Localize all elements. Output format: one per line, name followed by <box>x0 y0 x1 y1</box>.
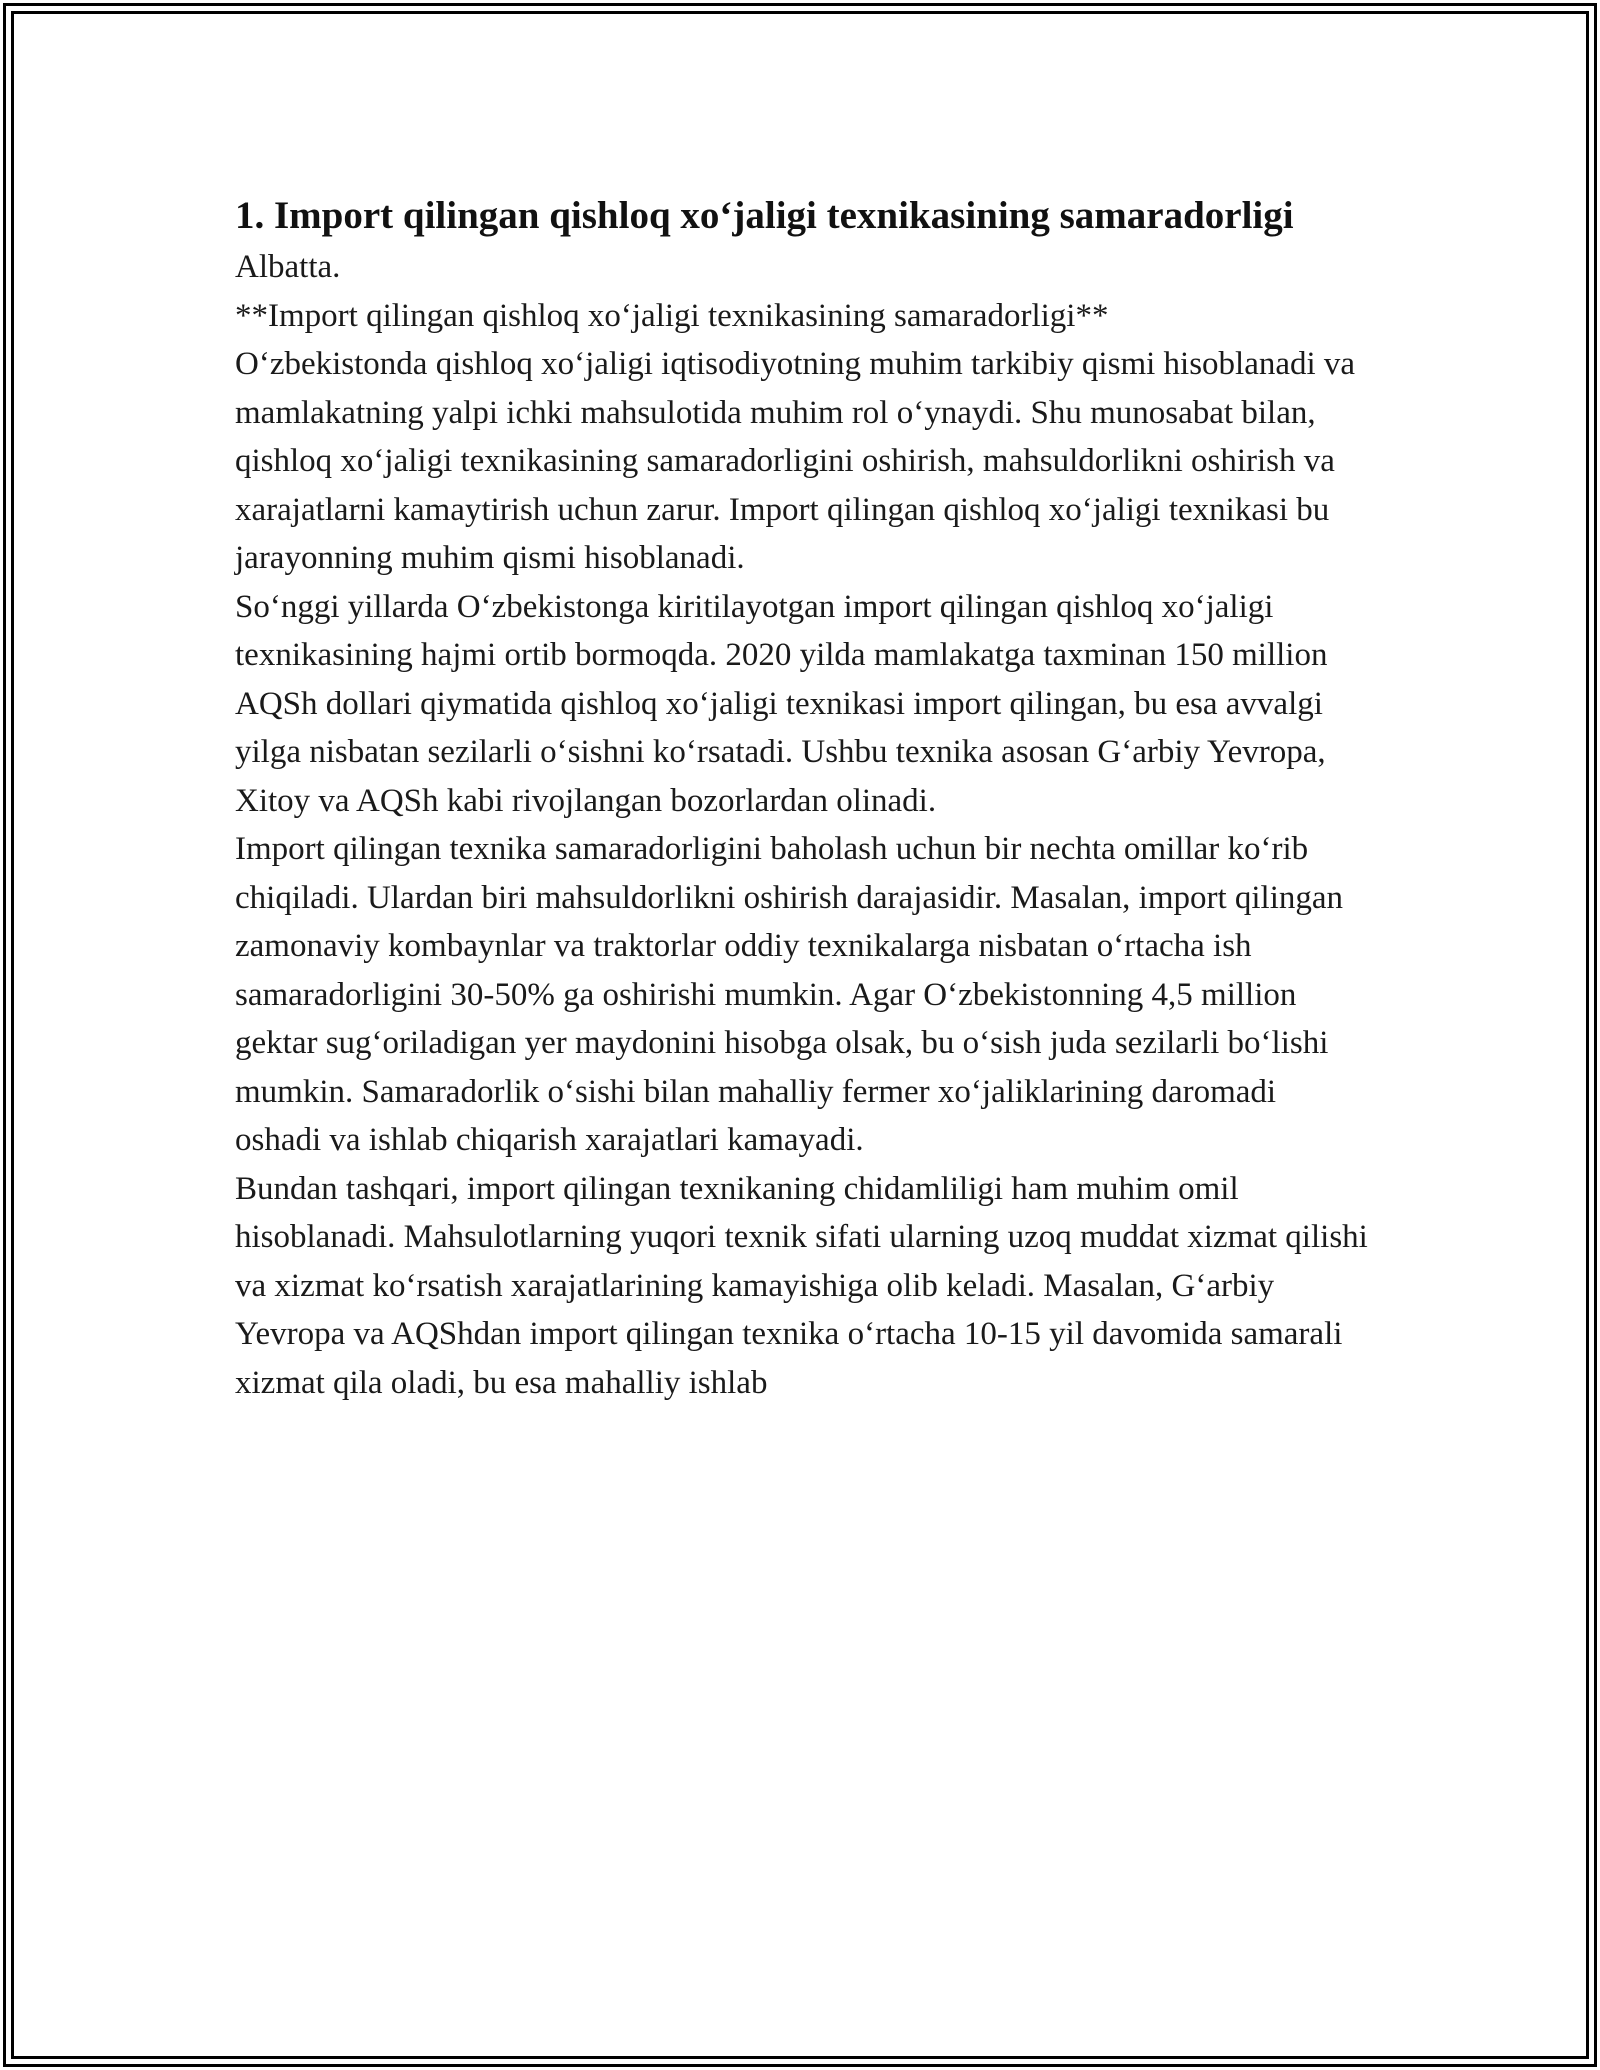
paragraph-subheading: **Import qilingan qishloq xo‘jaligi texnikasining samaradorligi** <box>235 297 1109 334</box>
paragraph-intro: Albatta. <box>235 249 341 285</box>
document-title: 1. Import qilingan qishloq xo‘jaligi texnikasining samaradorligi <box>235 194 1294 237</box>
paragraph: O‘zbekistonda qishloq xo‘jaligi iqtisodiyotning muhim tarkibiy qismi hisoblanadi va mamlakatning yalpi ichki mahsulotida muhim rol o‘ynaydi. Shu munosabat bilan, qishloq xo‘jaligi texnikasining samaradorligini oshirish, mahsuldorlikni oshirish va xarajatlarni kamaytirish uchun zarur. Import qilingan qishloq xo‘jaligi texnikasi bu jarayonning muhim qismi hisoblanadi. <box>235 346 1356 576</box>
paragraph: So‘nggi yillarda O‘zbekistonga kiritilayotgan import qilingan qishloq xo‘jaligi texnikasining hajmi ortib bormoqda. 2020 yilda mamlakatga taxminan 150 million AQSh dollari qiymatida qishloq xo‘jaligi texnikasi import qilingan, bu esa avvalgi yilga nisbatan sezilarli o‘sishni ko‘rsatadi. Ushbu texnika asosan G‘arbiy Yevropa, Xitoy va AQSh kabi rivojlangan bozorlardan olinadi. <box>235 588 1328 819</box>
document-body <box>235 188 1370 1407</box>
paragraph: Import qilingan texnika samaradorligini baholash uchun bir nechta omillar ko‘rib chiqiladi. Ulardan biri mahsuldorlikni oshirish darajasidir. Masalan, import qilingan zamonaviy kombaynlar va traktorlar oddiy texnikalarga nisbatan o‘rtacha ish samaradorligini 30-50% ga oshirishi mumkin. Agar O‘zbekistonning 4,5 million gektar sug‘oriladigan yer maydonini hisobga olsak, bu o‘sish juda sezilarli bo‘lishi mumkin. Samaradorlik o‘sishi bilan mahalliy fermer xo‘jaliklarining daromadi oshadi va ishlab chiqarish xarajatlari kamayadi. <box>235 831 1344 1158</box>
paragraph: Bundan tashqari, import qilingan texnikaning chidamliligi ham muhim omil hisoblanadi. Mahsulotlarning yuqori texnik sifati ularning uzoq muddat xizmat qilishi va xizmat ko‘rsatish xarajatlarining kamayishiga olib keladi. Masalan, G‘arbiy Yevropa va AQShdan import qilingan texnika o‘rtacha 10-15 yil davomida samarali xizmat qila oladi, bu esa mahalliy ishlab <box>235 1170 1368 1401</box>
